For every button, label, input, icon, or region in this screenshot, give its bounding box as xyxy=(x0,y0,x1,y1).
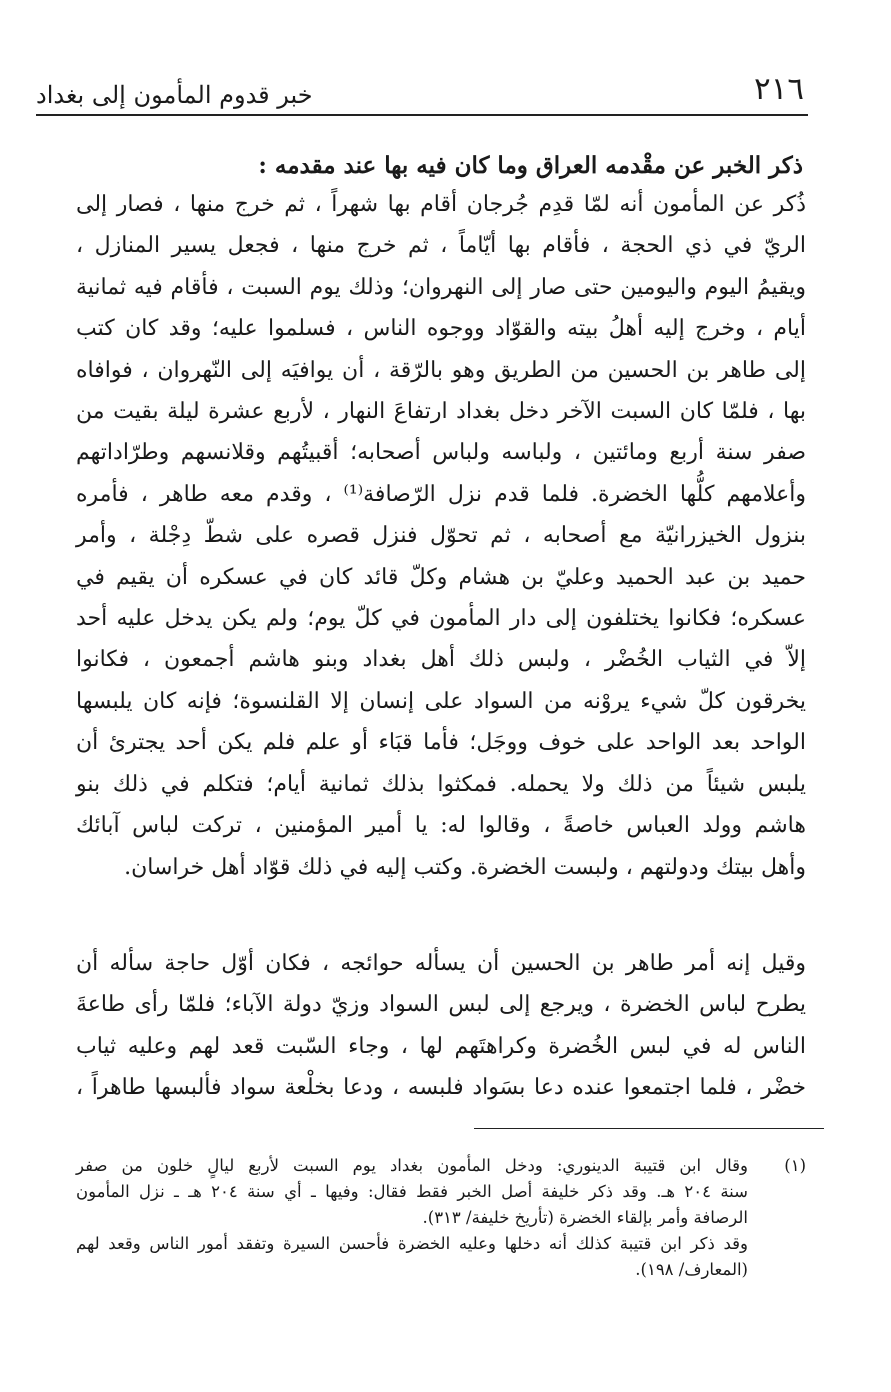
text-line: عسكره؛ فكانوا يختلفون إلى دار المأمون في كلّ يوم؛ ولم يكن يدخل عليه أحد xyxy=(76,606,806,632)
text-line: إلاّ في الثياب الخُضْر ، ولبس ذلك أهل بغداد وبنو هاشم أجمعون ، فكانوا xyxy=(76,647,806,673)
footnote-text: وقال ابن قتيبة الدينوري: ودخل المأمون بغداد يوم السبت لأربع ليالٍ خلون من صفر xyxy=(76,1156,748,1175)
text-line: بها ، فلمّا كان السبت الآخر دخل بغداد ارتفاعَ النهار ، لأربع عشرة ليلة بقيت من xyxy=(76,399,806,425)
text-line: إلى طاهر بن الحسين من الطريق وهو بالرّقة ، أن يوافيَه إلى النّهروان ، فوافاه xyxy=(76,357,806,383)
text-line: حميد بن عبد الحميد وعليّ بن هشام وكلّ قائد كان في عسكره أن يقيم في xyxy=(76,564,806,590)
text-line: خضْر ، فلما اجتمعوا عنده دعا بسَواد فلبسه ، ودعا بخلْعة سواد فألبسها طاهراً ، xyxy=(76,1075,806,1101)
footnote-marker: (١) xyxy=(784,1156,806,1175)
text-line: هاشم وولد العباس خاصةً ، وقالوا له: يا أمير المؤمنين ، تركت لباس آبائك xyxy=(76,813,806,839)
body-paragraph-1 xyxy=(76,184,806,888)
text-line: ذُكر عن المأمون أنه لمّا قدِم جُرجان أقام بها شهراً ، ثم خرج منها ، فصار إلى xyxy=(76,192,806,217)
footnote-line: سنة ٢٠٤ هـ. وقد ذكر خليفة أصل الخبر فقط فقال: وفيها ـ أي سنة ٢٠٤ هـ ـ نزل المأمون xyxy=(76,1182,748,1201)
text-line: الواحد بعد الواحد على خوف ووجَل؛ فأما قبَاء أو علم فلم يكن أحد يجترئ أن xyxy=(76,730,806,756)
page-number: ٢١٦ xyxy=(754,71,804,107)
footnote-line: الرصافة وأمر بإلقاء الخضرة (تأريخ خليفة/ ٣١٣). xyxy=(422,1208,748,1227)
text-line: صفر سنة أربع ومائتين ، ولباسه ولباس أصحابه؛ أقبيتُهم وقلانسهم وطرّاداتهم xyxy=(76,440,806,466)
text-line: ويقيمُ اليوم واليومين حتى صار إلى النهروان؛ وذلك يوم السبت ، فأقام فيه ثمانية xyxy=(76,274,806,300)
body-paragraph-2 xyxy=(76,943,806,1109)
text-line: وقيل إنه أمر طاهر بن الحسين أن يسأله حوائجه ، فكان أوّل حاجة سأله أن xyxy=(76,951,806,976)
text-line: بنزول الخيزرانيّة مع أصحابه ، ثم تحوّل فنزل قصره على شطّ دِجْلة ، وأمر xyxy=(76,523,806,549)
text-line: يطرح لباس الخضرة ، ويرجع إلى لبس السواد وزيّ دولة الآباء؛ فلمّا رأى طاعةَ xyxy=(76,992,807,1018)
text-line: الريّ في ذي الحجة ، فأقام بها أيّاماً ، ثم خرج منها ، فجعل يسير المنازل ، xyxy=(76,233,806,259)
footnote-line: وقد ذكر ابن قتيبة كذلك أنه دخلها وعليه الخضرة فأحسن السيرة وتفقد أمور الناس وقعد لهم xyxy=(76,1234,748,1253)
text-line: يلبس شيئاً من ذلك ولا يحمله. فمكثوا بذلك ثمانية أيام؛ فتكلم في ذلك بنو xyxy=(76,771,806,797)
footnote-divider xyxy=(474,1128,824,1129)
section-heading: ذكر الخبر عن مقْدمه العراق وما كان فيه بها عند مقدمه : xyxy=(258,152,803,179)
running-head xyxy=(36,68,808,116)
footnote-line: (المعارف/ ١٩٨). xyxy=(635,1260,748,1279)
footnotes xyxy=(76,1153,806,1283)
running-head-title: خبر قدوم المأمون إلى بغداد xyxy=(36,81,313,109)
text-line: يخرقون كلّ شيء يروْنه من السواد على إنسان إلا القلنسوة؛ فإنه كان يلبسها xyxy=(76,688,806,714)
footnote-line xyxy=(76,1153,806,1179)
text-line: وأهل بيتك ودولتهم ، ولبست الخضرة. وكتب إليه في ذلك قوّاد أهل خراسان. xyxy=(124,854,806,880)
text-line: الناس له في لبس الخُضرة وكراهتَهم لها ، وجاء السّبت قعد لهم وعليه ثياب xyxy=(76,1033,806,1059)
text-line: أيام ، وخرج إليه أهلُ بيته والقوّاد ووجوه الناس ، فسلموا عليه؛ وقد كان كتب xyxy=(76,316,806,342)
text-line: وأعلامهم كلُّها الخضرة. فلما قدم نزل الرّصافة⁽¹⁾ ، وقدم معه طاهر ، فأمره xyxy=(76,481,807,507)
